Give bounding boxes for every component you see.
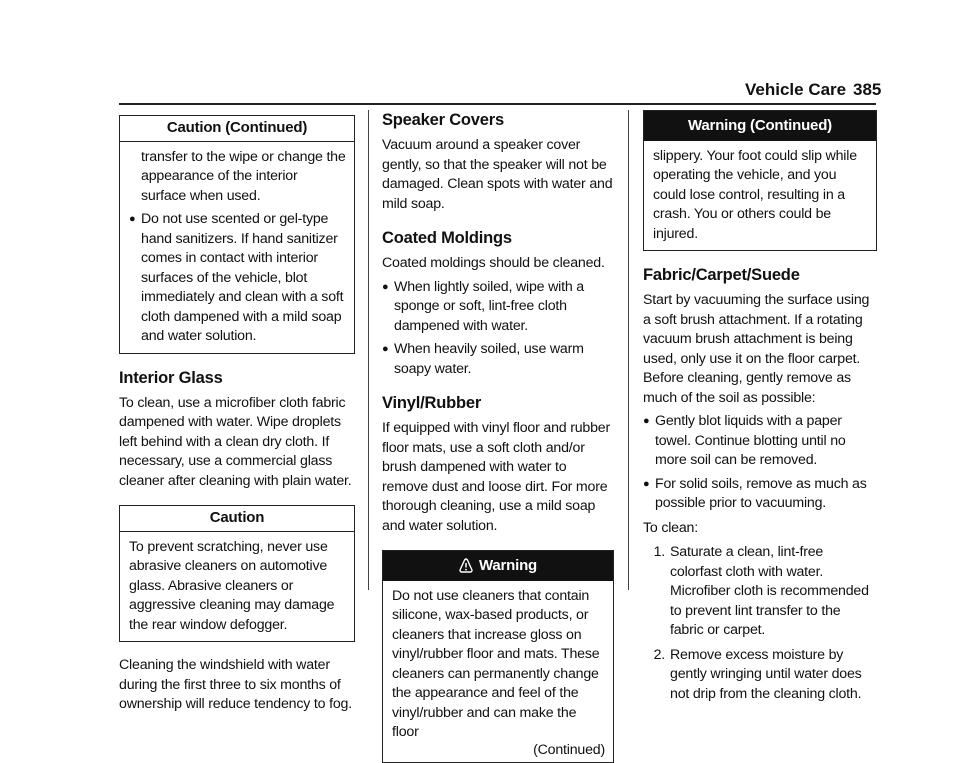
warning-continued-text: slippery. Your foot could slip while operating the vehicle, and you could lose control, resulting in a crash. You or others could be injured. bbox=[653, 147, 857, 242]
speaker-covers-text: Vacuum around a speaker cover gently, so that the speaker will not be damaged. Clean spots with water and mild soap. bbox=[382, 137, 613, 212]
step-1 bbox=[643, 543, 877, 641]
step-2 bbox=[643, 646, 877, 705]
speaker-covers-heading: Speaker Covers bbox=[382, 111, 504, 129]
fabric-bullet-1 bbox=[643, 412, 877, 471]
to-clean-label: To clean: bbox=[643, 519, 698, 536]
coated-moldings-text: Coated moldings should be cleaned. bbox=[382, 255, 605, 271]
warning-triangle-icon bbox=[459, 558, 473, 573]
fabric-bullet-text: For solid soils, remove as much as possible prior to vacuuming. bbox=[655, 475, 867, 511]
moldings-bullet-text: When lightly soiled, wipe with a sponge or soft, lint-free cloth dampened with water. bbox=[394, 278, 584, 334]
vinyl-rubber-text: If equipped with vinyl floor and rubber floor mats, use a soft cloth and/or brush dampened with water to remove dust and loose dirt. For more thorough cleaning, use a mild soap and water solution. bbox=[382, 420, 611, 534]
page-section-title: Vehicle Care bbox=[745, 80, 847, 99]
fabric-bullet-text: Gently blot liquids with a paper towel. Continue blotting until no more soil can be removed. bbox=[655, 413, 846, 468]
warning-continued-label: (Continued) bbox=[533, 741, 605, 758]
fabric-text: Start by vacuuming the surface using a soft brush attachment. If a rotating vacuum brush attachment is being used, only use it on the floor carpet. Before cleaning, gently remove as much of the soil as possible: bbox=[643, 292, 870, 406]
moldings-bullet-2 bbox=[382, 340, 614, 379]
moldings-bullet-1 bbox=[382, 278, 614, 337]
coated-moldings-heading: Coated Moldings bbox=[382, 229, 512, 247]
caution-title: Caution bbox=[120, 506, 354, 532]
caution-continued-title: Caution (Continued) bbox=[120, 116, 354, 142]
step-text: Saturate a clean, lint-free colorfast cloth with water. Microfiber cloth is recommended to prevent lint transfer to the fabric or carpet. bbox=[670, 544, 869, 638]
step-number: 2. bbox=[653, 646, 665, 663]
caution-continued-lead: transfer to the wipe or change the appearance of the interior surface when used. bbox=[141, 148, 346, 204]
column-3 bbox=[643, 110, 877, 704]
page-number: 385 bbox=[853, 80, 882, 99]
warning-title: Warning bbox=[478, 557, 538, 574]
bullet-icon: ● bbox=[129, 213, 136, 225]
caution-text: To prevent scratching, never use abrasive cleaners on automotive glass. Abrasive cleaners or aggressive cleaning may damage the rear window defogger. bbox=[129, 538, 335, 633]
moldings-bullet-text: When heavily soiled, use warm soapy water. bbox=[394, 341, 584, 377]
step-number: 1. bbox=[653, 544, 665, 560]
warning-title-bar bbox=[383, 551, 613, 581]
header-rule bbox=[119, 103, 876, 105]
bullet-icon: ● bbox=[382, 343, 389, 355]
bullet-icon: ● bbox=[643, 477, 650, 490]
caution-bullet bbox=[129, 210, 346, 347]
bullet-icon: ● bbox=[382, 280, 389, 293]
step-text: Remove excess moisture by gently wringing until water does not drip from the cleaning cloth. bbox=[670, 646, 862, 702]
vinyl-rubber-heading: Vinyl/Rubber bbox=[382, 394, 482, 412]
column-1 bbox=[119, 115, 355, 715]
caution-continued-box bbox=[119, 115, 355, 354]
interior-glass-heading: Interior Glass bbox=[119, 368, 223, 387]
caution-box bbox=[119, 505, 355, 642]
warning-box bbox=[382, 550, 614, 763]
windshield-text: Cleaning the windshield with water during the first three to six months of ownership will reduce tendency to fog. bbox=[119, 657, 352, 712]
column-divider-2 bbox=[628, 110, 629, 590]
bullet-icon: ● bbox=[643, 415, 650, 427]
fabric-bullet-2 bbox=[643, 475, 877, 514]
warning-continued-title: Warning (Continued) bbox=[644, 111, 876, 141]
warning-continued-box bbox=[643, 110, 877, 251]
fabric-heading: Fabric/Carpet/Suede bbox=[643, 266, 800, 284]
column-divider-1 bbox=[368, 110, 369, 590]
interior-glass-text: To clean, use a microfiber cloth fabric dampened with water. Wipe droplets left behind with a clean dry cloth. If necessary, use a commercial glass cleaner after cleaning with plain water. bbox=[119, 394, 352, 489]
caution-bullet-text: Do not use scented or gel-type hand sanitizers. If hand sanitizer comes in contact with interior surfaces of the vehicle, blot immediately and clean with a soft cloth dampened with a mild soap and water solution. bbox=[141, 211, 344, 344]
warning-text: Do not use cleaners that contain silicone, wax-based products, or cleaners that increase gloss on vinyl/rubber floor and mats. These cleaners can permanently change the appearance and feel of the vinyl/rubber and can make the floor bbox=[392, 587, 600, 740]
column-2 bbox=[382, 110, 614, 763]
